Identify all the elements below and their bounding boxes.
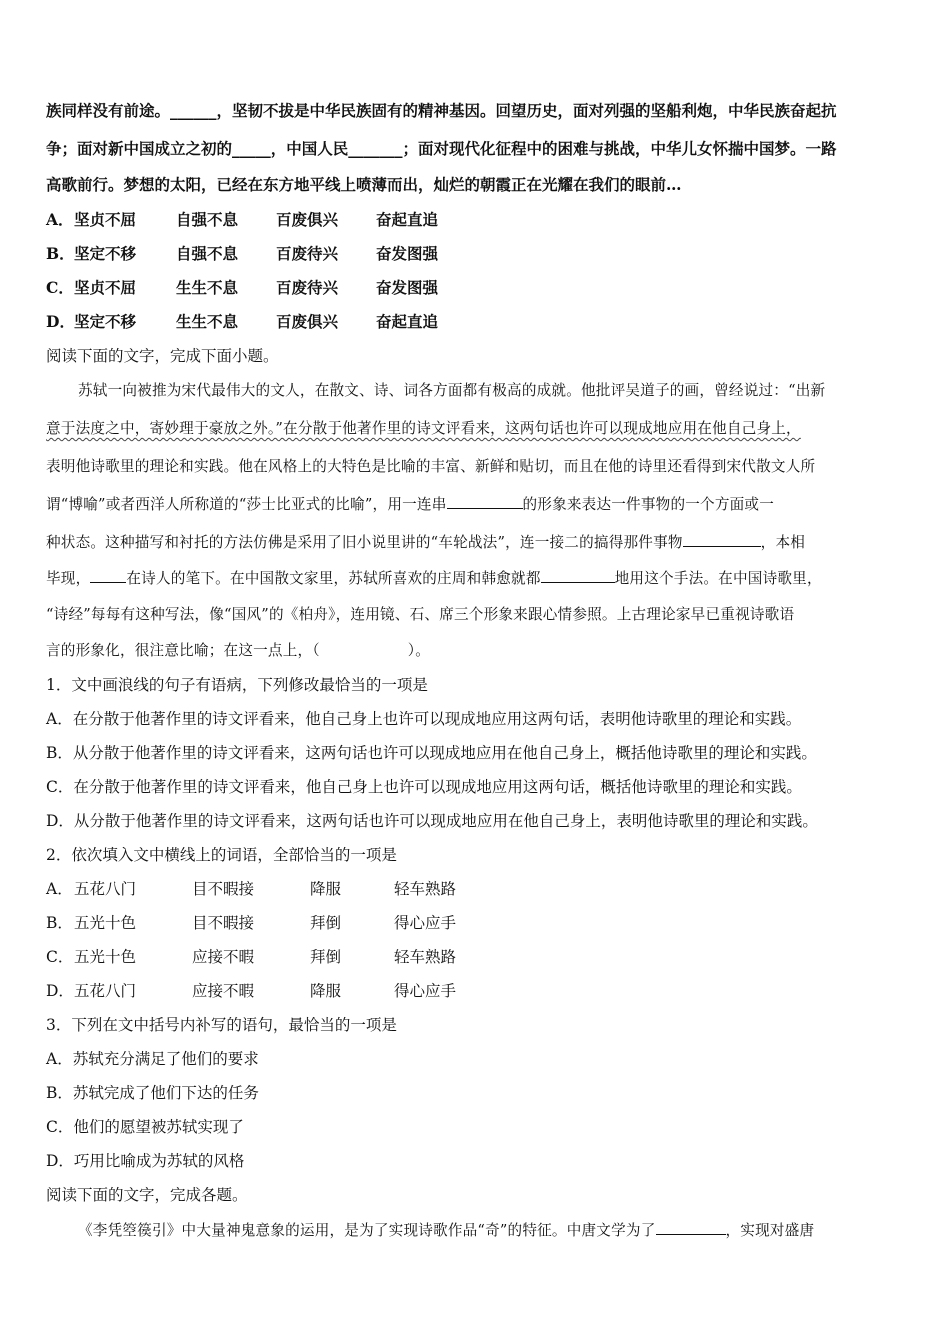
passage-line-7: “诗经”每每有这种写法，像“国风”的《柏舟》，连用镜、石、席三个形象来跟心情参照。上古理论家早已重视诗歌语 [46, 606, 795, 623]
fill-blank-5[interactable] [656, 1219, 726, 1235]
q0-option-d[interactable]: D．坚定不移 生生不息 百废俱兴 奋起直追 [46, 312, 439, 331]
passage-line-1: 苏轼一向被推为宋代最伟大的文人，在散文、诗、词各方面都有极高的成就。他批评吴道子的画，曾经说过：“出新 [78, 382, 826, 399]
fill-blank-3[interactable] [90, 567, 126, 583]
q1-option-c[interactable]: C．在分散于他著作里的诗文评看来，他自己身上也许可以现成地应用这两句话，概括他诗歌里的理论和实践。 [46, 778, 802, 796]
reading-instruction-2: 阅读下面的文字，完成各题。 [46, 1186, 248, 1204]
passage-line-2 [46, 419, 801, 439]
passage-line-6: 毕现， 在诗人的笔下。在中国散文家里，苏轼所喜欢的庄周和韩愈就都 地用这个手法。在中国诗歌里， [46, 567, 822, 589]
q3-option-c[interactable]: C．他们的愿望被苏轼实现了 [46, 1118, 244, 1136]
q1-stem: 1．文中画浪线的句子有语病，下列修改最恰当的一项是 [46, 676, 428, 694]
passage-line-8: 言的形象化，很注意比喻；在这一点上，（ ）。 [46, 642, 431, 659]
q1-option-b[interactable]: B．从分散于他著作里的诗文评看来，这两句话也许可以现成地应用在他自己身上，概括他诗歌里的理论和实践。 [46, 744, 817, 762]
q2-option-d[interactable]: D．五花八门 应接不暇 降服 得心应手 [46, 982, 457, 1000]
wavy-underlined-sentence: 意于法度之中，寄妙理于豪放之外。”在分散于他著作里的诗文评看来，这两句话也许可以现成地应用在他自己身上， [46, 420, 801, 437]
q1-option-d[interactable]: D．从分散于他著作里的诗文评看来，这两句话也许可以现成地应用在他自己身上，表明他诗歌里的理论和实践。 [46, 812, 818, 830]
fill-blank-2[interactable] [683, 531, 761, 547]
intro-line-3: 高歌前行。梦想的太阳，已经在东方地平线上喷薄而出，灿烂的朝霞正在光耀在我们的眼前… [46, 175, 682, 194]
intro-line-1: 族同样没有前途。______，坚韧不拔是中华民族固有的精神基因。回望历史，面对列强的坚船利炮，中华民族奋起抗 [46, 101, 837, 120]
fill-blank-1[interactable] [447, 493, 523, 509]
q2-option-b[interactable]: B．五光十色 目不暇接 拜倒 得心应手 [46, 914, 457, 932]
q0-option-a[interactable]: A．坚贞不屈 自强不息 百废俱兴 奋起直追 [46, 210, 439, 229]
q2-stem: 2．依次填入文中横线上的词语，全部恰当的一项是 [46, 846, 397, 864]
q3-option-d[interactable]: D．巧用比喻成为苏轼的风格 [46, 1152, 245, 1170]
q0-option-b[interactable]: B．坚定不移 自强不息 百废待兴 奋发图强 [46, 244, 439, 263]
intro-line-2: 争；面对新中国成立之初的_____，中国人民_______；面对现代化征程中的困难与挑战，中华儿女怀揣中国梦。一路 [46, 139, 837, 158]
passage-line-3: 表明他诗歌里的理论和实践。他在风格上的大特色是比喻的丰富、新鲜和贴切，而且在他的诗里还看得到宋代散文人所 [46, 458, 816, 475]
reading-instruction-1: 阅读下面的文字，完成下面小题。 [46, 347, 279, 365]
q1-option-a[interactable]: A．在分散于他著作里的诗文评看来，他自己身上也许可以现成地应用这两句话，表明他诗歌里的理论和实践。 [46, 710, 802, 728]
reading2-line-1: 《李凭箜篌引》中大量神鬼意象的运用，是为了实现诗歌作品“奇”的特征。中唐文学为了 ，实现对盛唐 [78, 1219, 814, 1241]
q0-option-c[interactable]: C．坚贞不屈 生生不息 百废待兴 奋发图强 [46, 278, 439, 297]
q3-option-b[interactable]: B．苏轼完成了他们下达的任务 [46, 1084, 259, 1102]
q3-stem: 3．下列在文中括号内补写的语句，最恰当的一项是 [46, 1016, 397, 1034]
q2-option-c[interactable]: C．五光十色 应接不暇 拜倒 轻车熟路 [46, 948, 457, 966]
passage-line-4: 谓“博喻”或者西洋人所称道的“莎士比亚式的比喻”，用一连串 的形象来表达一件事物的一个方面或一 [46, 493, 774, 515]
q3-option-a[interactable]: A．苏轼充分满足了他们的要求 [46, 1050, 259, 1068]
q2-option-a[interactable]: A．五花八门 目不暇接 降服 轻车熟路 [46, 880, 457, 898]
passage-line-5: 种状态。这种描写和衬托的方法仿佛是采用了旧小说里讲的“车轮战法”，连一接二的搞得那件事物 ，本相 [46, 531, 805, 553]
fill-blank-4[interactable] [541, 567, 615, 583]
